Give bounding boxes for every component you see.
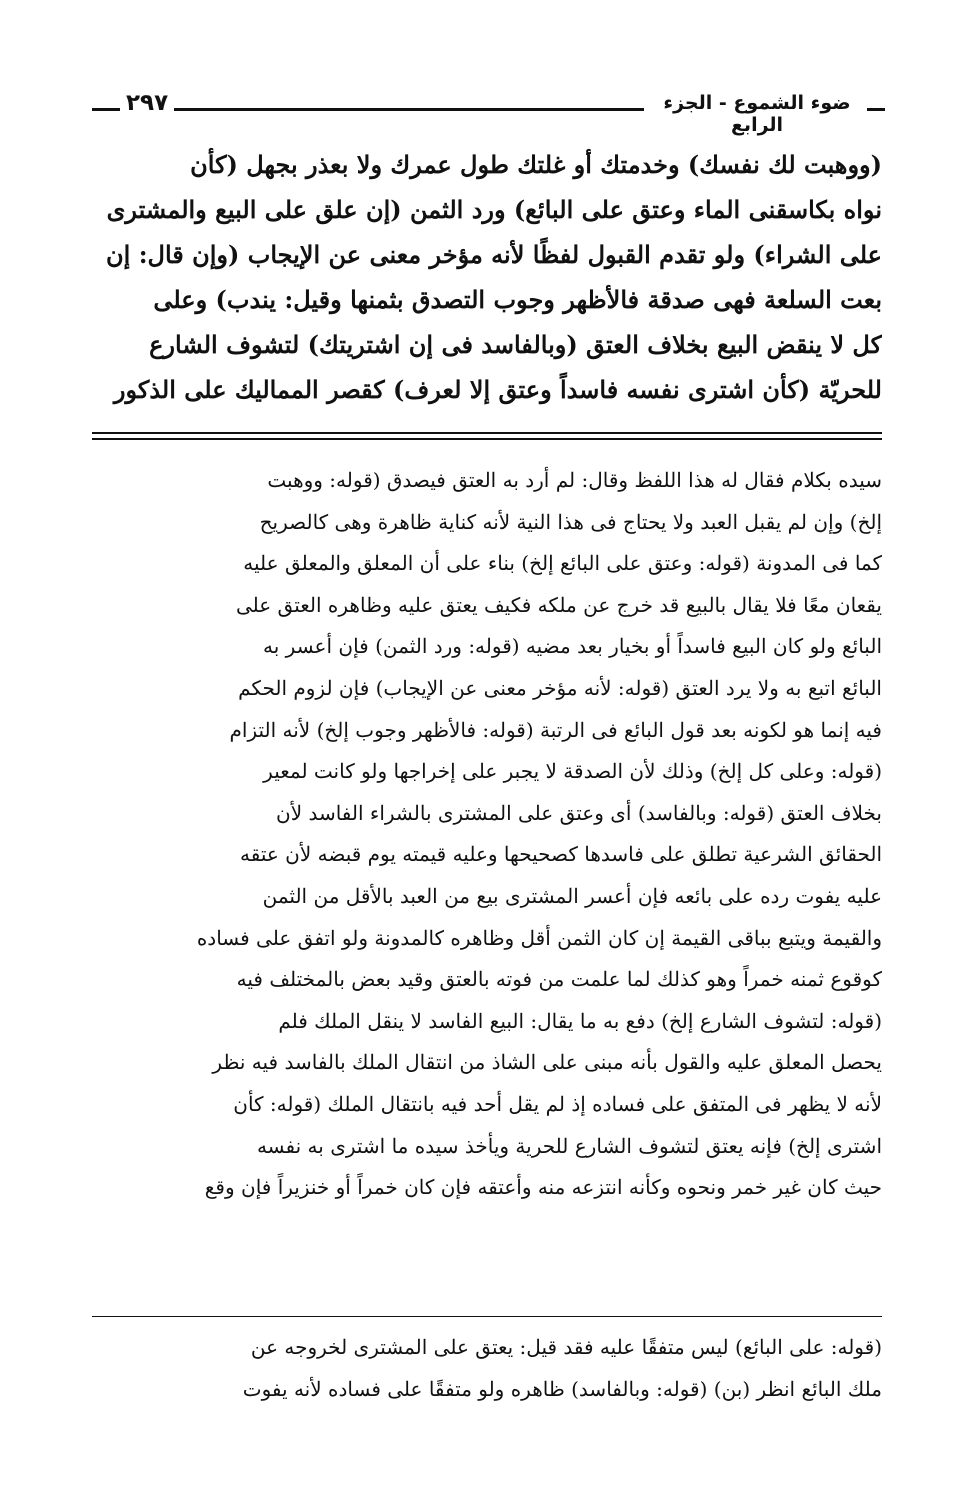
- page-header: [92, 84, 882, 136]
- header-rule-left: [92, 108, 120, 111]
- main-text-line: للحريّة (كأن اشترى نفسه فاسداً وعتق إلا لعرف) كقصر المماليك على الذكور: [113, 375, 882, 404]
- main-text-line: بعت السلعة فهى صدقة فالأظهر وجوب التصدق بثمنها وقيل: يندب) وعلى: [153, 285, 882, 314]
- main-text-divider: [92, 432, 882, 440]
- commentary-line: يحصل المعلق عليه والقول بأنه مبنى على الشاذ من انتقال الملك بالفاسد فيه نظر: [212, 1050, 882, 1075]
- footnote-block: [92, 1326, 882, 1410]
- footnote-line: (قوله: على البائع) ليس متفقًا عليه فقد قيل: يعتق على المشترى لخروجه عن: [250, 1335, 882, 1359]
- commentary-block: [92, 460, 882, 1209]
- commentary-line: البائع ولو كان البيع فاسداً أو بخيار بعد مضيه (قوله: ورد الثمن) فإن أعسر به: [263, 634, 882, 659]
- header-rule-middle: [174, 108, 644, 111]
- commentary-line: والقيمة ويتبع بباقى القيمة إن كان الثمن أقل وظاهره كالمدونة ولو اتفق على فساده: [196, 925, 882, 950]
- commentary-line: الحقائق الشرعية تطلق على فاسدها كصحيحها وعليه قيمته يوم قبضه لأن عتقه: [240, 842, 882, 867]
- commentary-line: إلخ) وإن لم يقبل العبد ولا يحتاج فى هذا النية لأنه كناية ظاهرة وهى كالصريح: [259, 509, 882, 534]
- commentary-line: فيه إنما هو لكونه بعد قول البائع فى الرتبة (قوله: فالأظهر وجوب إلخ) لأنه التزام: [229, 717, 882, 742]
- commentary-line: كما فى المدونة (قوله: وعتق على البائع إلخ) بناء على أن المعلق والمعلق عليه: [243, 551, 882, 576]
- main-text-line: على الشراء) ولو تقدم القبول لفظًا لأنه مؤخر معنى عن الإيجاب (وإن قال: إن: [106, 240, 882, 269]
- commentary-line: البائع اتبع به ولا يرد العتق (قوله: لأنه مؤخر معنى عن الإيجاب) فإن لزوم الحكم: [238, 675, 882, 700]
- main-text-line: كل لا ينقض البيع بخلاف العتق (وبالفاسد فى إن اشتريتك) لتشوف الشارع: [149, 330, 882, 359]
- main-text-line: (ووهبت لك نفسك) وخدمتك أو غلتك طول عمرك ولا بعذر بجهل (كأن: [190, 150, 882, 179]
- commentary-line: لأنه لا يظهر فى المتفق على فساده إذ لم يقل أحد فيه بانتقال الملك (قوله: كأن: [233, 1091, 882, 1116]
- commentary-line: كوقوع ثمنه خمراً وهو كذلك لما علمت من فوته بالعتق وقيد بعض بالمختلف فيه: [236, 967, 882, 992]
- main-text-line: نواه بكاسقنى الماء وعتق على البائع) ورد الثمن (إن علق على البيع والمشترى: [106, 195, 882, 224]
- commentary-line: عليه يفوت رده على بائعه فإن أعسر المشترى بيع من العبد بالأقل من الثمن: [262, 883, 882, 908]
- commentary-line: حيث كان غير خمر ونحوه وكأنه انتزعه منه وأعتقه فإن كان خمراً أو خنزيراً فإن وقع: [204, 1175, 882, 1200]
- commentary-line: (قوله: لتشوف الشارع إلخ) دفع به ما يقال: البيع الفاسد لا ينقل الملك فلم: [278, 1008, 882, 1033]
- running-title: ضوء الشموع - الجزء الرابع: [663, 92, 851, 136]
- commentary-line: بخلاف العتق (قوله: وبالفاسد) أى وعتق على المشترى بالشراء الفاسد لأن: [276, 800, 882, 825]
- commentary-line: سيده بكلام فقال له هذا اللفظ وقال: لم أرد به العتق فيصدق (قوله: ووهبت: [267, 468, 882, 492]
- footnote-line: ملك البائع انظر (بن) (قوله: وبالفاسد) ظاهره ولو متفقًا على فساده لأنه يفوت: [242, 1377, 882, 1401]
- footnote-divider: [92, 1316, 882, 1317]
- commentary-line: (قوله: وعلى كل إلخ) وذلك لأن الصدقة لا يجبر على إخراجها ولو كانت لمعير: [263, 759, 882, 784]
- header-rule-right: [867, 108, 885, 111]
- main-text-block: [92, 142, 882, 412]
- commentary-line: اشترى إلخ) فإنه يعتق لتشوف الشارع للحرية ويأخذ سيده ما اشترى به نفسه: [256, 1133, 882, 1158]
- commentary-line: يقعان معًا فلا يقال بالبيع قد خرج عن ملكه فكيف يعتق عليه وظاهره العتق على: [235, 592, 882, 617]
- page-number: ٢٩٧: [126, 90, 169, 116]
